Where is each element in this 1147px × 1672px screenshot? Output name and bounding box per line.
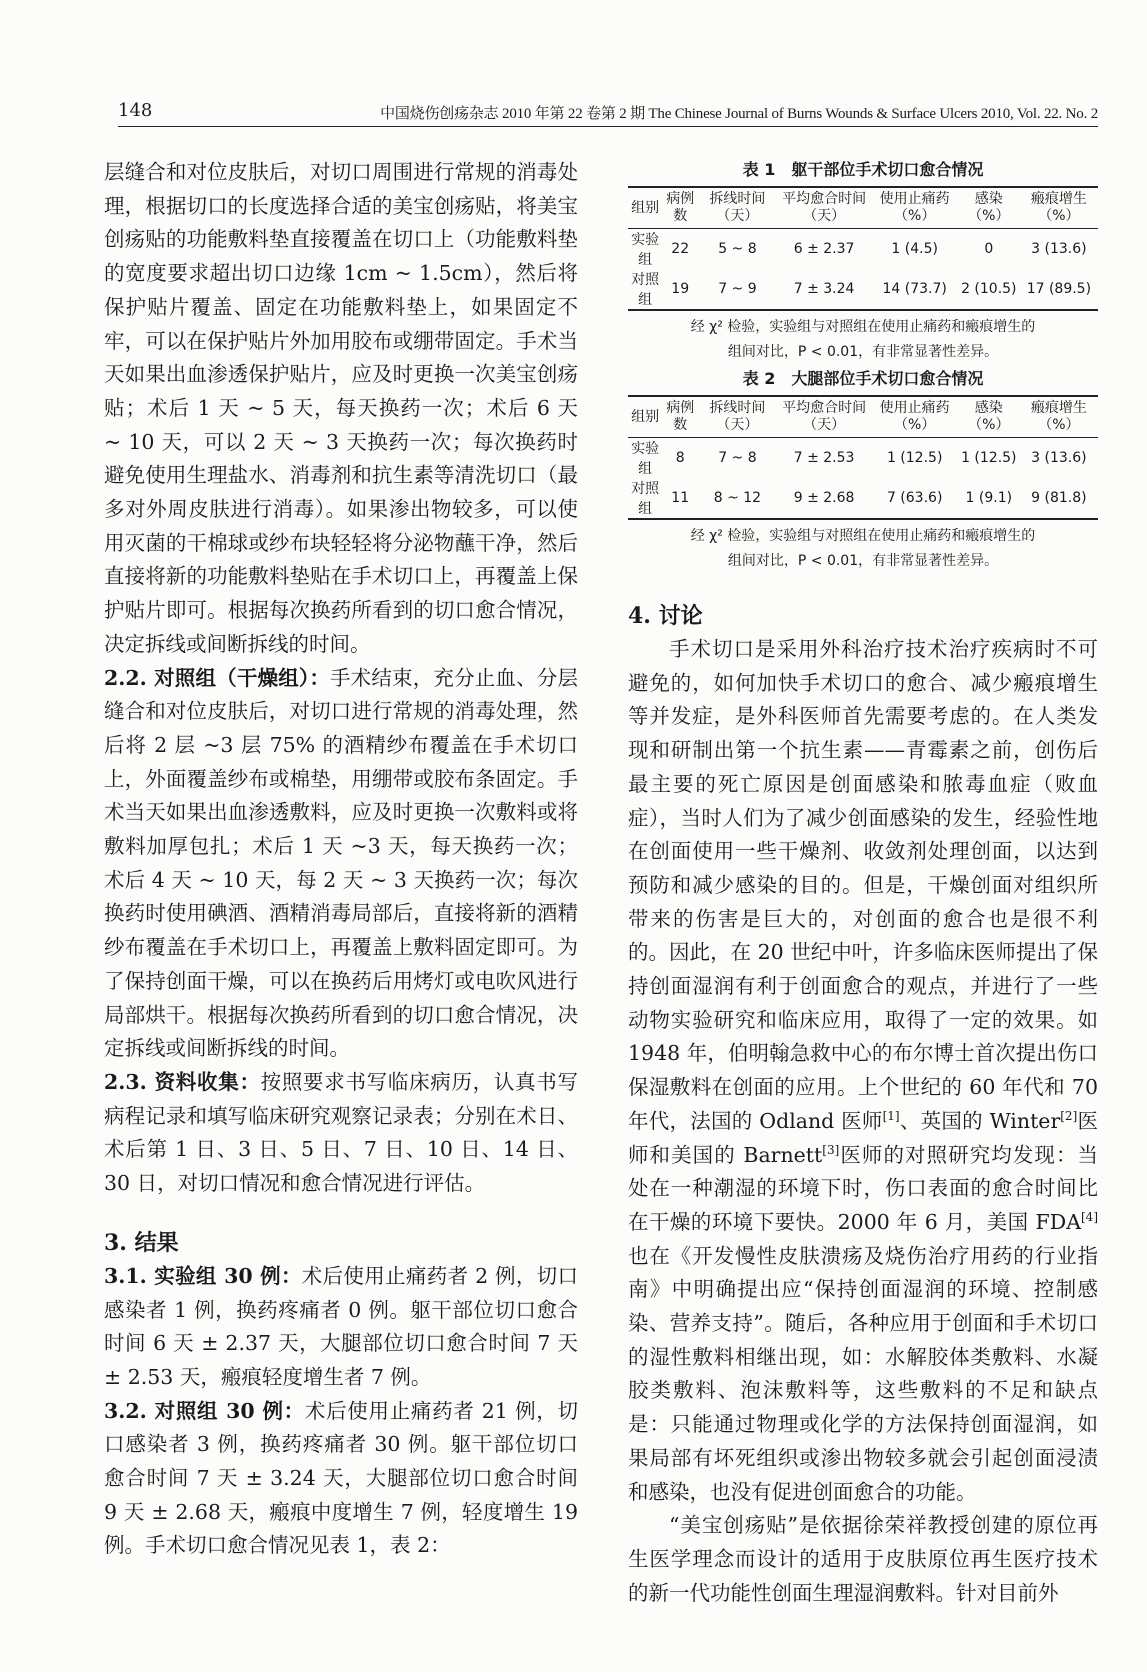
section-3-1-text: 术后使用止痛药者 2 例，切口感染者 1 例，换药疼痛者 0 例。躯干部位切口愈合时间 6 天 ± 2.37 天，大腿部位切口愈合时间 7 天 ± 2.53 天，瘢痕轻度增生者 7 例。: [104, 1263, 579, 1389]
table-cell: 实验组: [631, 441, 660, 477]
discussion-text-part: 、英国的 Winter: [899, 1108, 1061, 1133]
table-2-caption: 表 2 大腿部位手术切口愈合情况: [742, 369, 984, 388]
section-2-2: [104, 662, 578, 1066]
table-cell: 7 ~ 8: [718, 450, 757, 466]
discussion-text-part: 医师的对照研究均发现：当处在一种潮湿的环境下时，伤口表面的愈合时间比在干燥的环境下要快。2000 年 6 月，美国 FDA: [628, 1142, 1098, 1234]
discussion-paragraph-2: “美宝创疡贴”是依据徐荣祥教授创建的原位再生医学理念而设计的适用于皮肤原位再生医疗技术的新一代功能性创面生理湿润敷料。针对目前外: [628, 1513, 1098, 1605]
section-2-2-text: 手术结束，充分止血、分层缝合和对位皮肤后，对切口进行常规的消毒处理，然后将 2 层 ~3 层 75% 的酒精纱布覆盖在手术切口上，外面覆盖纱布或棉垫，用绷带或胶布条固定。手术当天如果出血渗透敷料，应及时更换一次敷料或将敷料加厚包扎；术后 1 天 ~3 天，每天换药一次；术后 4 天 ~ 10 天，每 2 天 ~ 3 天换药一次；每次换药时使用碘酒、酒精消毒局部后，直接将新的酒精纱布覆盖在手术切口上，再覆盖上敷料固定即可。为了保持创面干燥，可以在换药后用烤灯或电吹风进行局部烘干。根据每次换药所看到的切口愈合情况，决定拆线或间断拆线的时间。: [104, 665, 578, 1061]
table-row: [628, 269, 1098, 310]
table-cell: 0: [984, 241, 994, 257]
table-cell: 1 (9.1): [965, 490, 1013, 506]
discussion-text-part: 医师和美国的 Barnett: [628, 1108, 1099, 1167]
table-1-note: [628, 315, 1098, 365]
right-column: [628, 156, 1098, 1610]
table-cell: 1 (12.5): [886, 450, 943, 466]
table-header-cell: 瘢痕增生（%）: [1030, 400, 1087, 433]
table-cell: 11: [671, 490, 690, 506]
table-1-caption: 表 1 躯干部位手术切口愈合情况: [742, 160, 984, 179]
table-2-header-row: [628, 396, 1098, 438]
table-cell: 7 ~ 9: [718, 281, 757, 297]
table-2: [628, 395, 1098, 520]
section-3-2: [104, 1395, 578, 1564]
table-cell: 5 ~ 8: [718, 241, 757, 257]
table-cell: 对照组: [631, 272, 660, 308]
table-header-cell: 病例数: [666, 400, 695, 433]
page-number: 148: [118, 100, 153, 121]
section-4-heading: 4. 讨论: [628, 603, 703, 629]
section-3-2-text: 术后使用止痛药者 21 例，切口感染者 3 例，换药疼痛者 30 例。躯干部位切口愈合时间 7 天 ± 3.24 天，大腿部位切口愈合时间 9 天 ± 2.68 天，瘢痕中度增生 7 例，轻度增生 19 例。手术切口愈合情况见表 1，表 2：: [104, 1398, 578, 1558]
running-title: 中国烧伤创疡杂志 2010 年第 22 卷第 2 期 The Chinese Journal of Burns Wounds & Surface Ulcers 2010, Vol. 22. No. 2: [380, 106, 1098, 122]
table-cell: 对照组: [631, 481, 660, 517]
table-cell: 8: [675, 450, 685, 466]
table-2-note-line: 组间对比，P < 0.01，有非常显著性差异。: [727, 553, 999, 569]
table-cell: 7 ± 3.24: [793, 281, 855, 297]
table-cell: 1 (12.5): [961, 450, 1017, 466]
section-3-1-title: 3.1. 实验组 30 例：: [104, 1263, 302, 1288]
table-2-note: [628, 524, 1098, 574]
table-header-cell: 拆线时间（天）: [709, 400, 766, 433]
table-cell: 14 (73.7): [882, 281, 947, 297]
table-row: [628, 438, 1098, 479]
table-cell: 7 ± 2.53: [793, 450, 855, 466]
table-cell: 17 (89.5): [1026, 281, 1092, 297]
table-cell: 1 (4.5): [891, 241, 938, 257]
table-1-header-row: [628, 187, 1098, 229]
citation-ref: [1]: [882, 1109, 900, 1124]
citation-ref: [3]: [822, 1142, 840, 1157]
citation-ref: [2]: [1060, 1109, 1078, 1124]
table-cell: 8 ~ 12: [713, 490, 762, 506]
table-cell: 3 (13.6): [1031, 241, 1087, 257]
table-cell: 22: [671, 241, 690, 257]
table-cell: 9 ± 2.68: [793, 490, 855, 506]
table-2-note-line: 经 χ² 检验，实验组与对照组在使用止痛药和瘢痕增生的: [690, 528, 1036, 544]
table-1-note-line: 组间对比，P < 0.01，有非常显著性差异。: [727, 344, 999, 360]
section-2-3-title: 2.3. 资料收集：: [104, 1069, 261, 1094]
table-header-cell: 平均愈合时间（天）: [782, 191, 867, 224]
table-cell: 19: [671, 281, 690, 297]
table-header-cell: 感染（%）: [968, 400, 1010, 433]
discussion-text-part: 也在《开发慢性皮肤溃疡及烧伤治疗用药的行业指南》中明确提出应“保持创面湿润的环境、控制感染、营养支持”。随后，各种应用于创面和手术切口的湿性敷料相继出现，如：水解胶体类敷料、水凝胶类敷料、泡沫敷料等，这些敷料的不足和缺点是：只能通过物理或化学的方法保持创面湿润，如果局部有坏死组织或渗出物较多就会引起创面浸渍和感染，也没有促进创面愈合的功能。: [628, 1243, 1098, 1504]
table-cell: 实验组: [631, 232, 660, 268]
citation-ref: [4]: [1081, 1210, 1098, 1225]
table-1: [628, 186, 1098, 311]
table-1-note-line: 经 χ² 检验，实验组与对照组在使用止痛药和瘢痕增生的: [690, 319, 1036, 335]
table-cell: 7 (63.6): [886, 490, 943, 506]
table-cell: 2 (10.5): [961, 281, 1017, 297]
table-header-cell: 病例数: [666, 191, 695, 224]
table-row: [628, 478, 1098, 519]
table-header-cell: 感染（%）: [968, 191, 1010, 224]
table-header-cell: 组别: [631, 199, 660, 216]
section-2-3-text: 按照要求书写临床病历，认真书写病程记录和填写临床研究观察记录表；分别在术日、术后第 1 日、3 日、5 日、7 日、10 日、14 日、30 日，对切口情况和愈合情况进行评估。: [104, 1069, 578, 1196]
table-cell: 6 ± 2.37: [793, 241, 855, 257]
table-header-cell: 组别: [631, 408, 660, 425]
table-cell: 9 (81.8): [1031, 490, 1087, 506]
table-header-cell: 平均愈合时间（天）: [782, 400, 867, 433]
table-header-cell: 拆线时间（天）: [709, 191, 766, 224]
section-3-2-title: 3.2. 对照组 30 例：: [104, 1398, 305, 1423]
table-header-cell: 瘢痕增生（%）: [1030, 191, 1087, 224]
table-cell: 3 (13.6): [1031, 450, 1087, 466]
table-row: [628, 229, 1098, 270]
section-2-2-title: 2.2. 对照组（干燥组）：: [104, 665, 330, 690]
section-2-3: [104, 1066, 578, 1201]
left-column: [104, 156, 578, 1563]
page-header: [118, 96, 1098, 127]
discussion-text-part: 手术切口是采用外科治疗技术治疗疾病时不可避免的，如何加快手术切口的愈合、减少瘢痕增生等并发症，是外科医师首先需要考虑的。在人类发现和研制出第一个抗生素——青霉素之前，创伤后最主要的死亡原因是创面感染和脓毒血症（败血症），当时人们为了减少创面感染的发生，经验性地在创面使用一些干燥剂、收敛剂处理创面，以达到预防和减少感染的目的。但是，干燥创面对组织所带来的伤害是巨大的，对创面的愈合也是很不利的。因此，在 20 世纪中叶，许多临床医师提出了保持创面湿润有利于创面愈合的观点，并进行了一些动物实验研究和临床应用，取得了一定的效果。如 1948 年，伯明翰急救中心的布尔博士首次提出伤口保湿敷料在创面的应用。上个世纪的 60 年代和 70 年代，法国的 Odland 医师: [628, 637, 1098, 1133]
section-3-1: [104, 1260, 578, 1395]
table-header-cell: 使用止痛药（%）: [879, 191, 950, 224]
table-header-cell: 使用止痛药（%）: [879, 400, 950, 433]
section-3-heading: 3. 结果: [104, 1229, 179, 1256]
discussion-paragraph-1: [628, 633, 1098, 1509]
paragraph-continued: 层缝合和对位皮肤后，对切口周围进行常规的消毒处理，根据切口的长度选择合适的美宝创疡贴，将美宝创疡贴的功能敷料垫直接覆盖在切口上（功能敷料垫的宽度要求超出切口边缘 1cm ~ 1.5cm），然后将保护贴片覆盖、固定在功能敷料垫上，如果固定不牢，可以在保护贴片外加用胶布或绷带固定。手术当天如果出血渗透保护贴片，应及时更换一次美宝创疡贴；术后 1 天 ~ 5 天，每天换药一次；术后 6 天 ~ 10 天，可以 2 天 ~ 3 天换药一次；每次换药时避免使用生理盐水、消毒剂和抗生素等清洗切口（最多对外周皮肤进行消毒）。如果渗出物较多，可以使用灭菌的干棉球或纱布块轻轻将分泌物蘸干净，然后直接将新的功能敷料垫贴在手术切口上，再覆盖上保护贴片即可。根据每次换药所看到的切口愈合情况，决定拆线或间断拆线的时间。: [104, 160, 578, 656]
